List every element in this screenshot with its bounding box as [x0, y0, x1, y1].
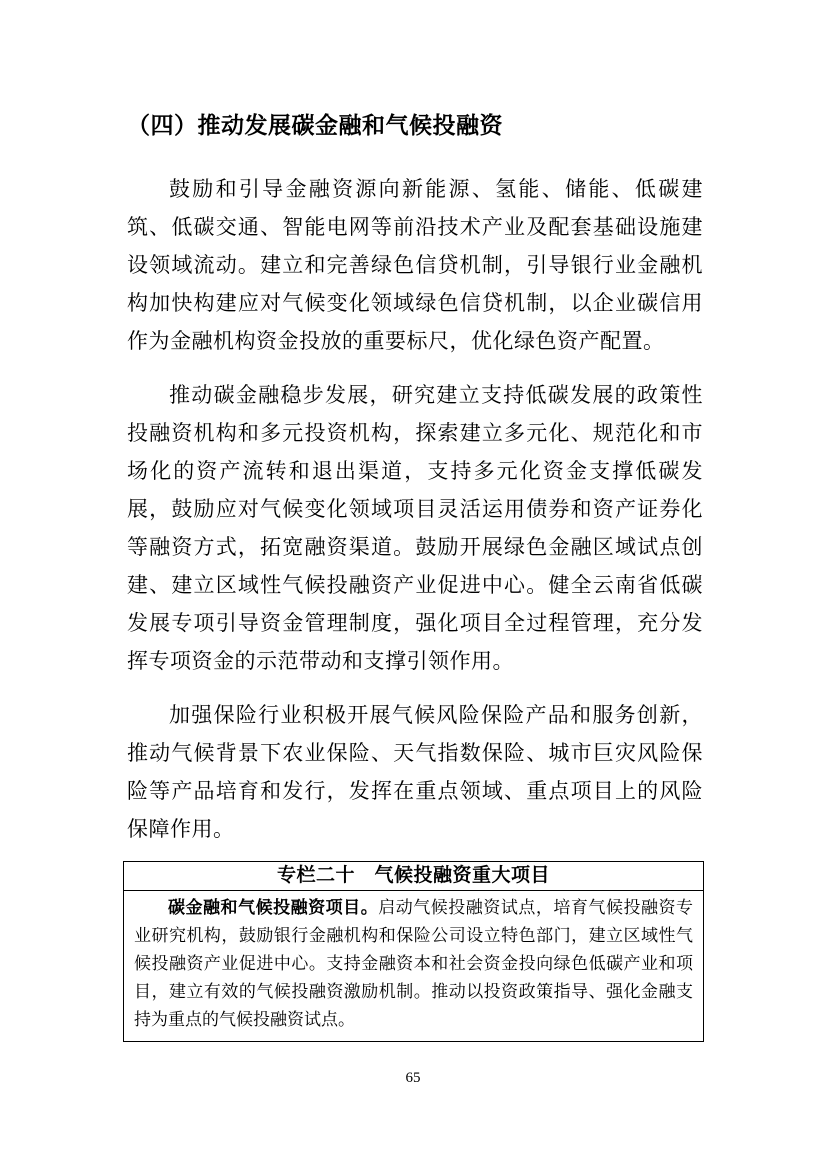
- highlight-box: [123, 861, 704, 1042]
- highlight-box-title: 专栏二十 气候投融资重大项目: [124, 862, 703, 891]
- highlight-box-body: [124, 891, 703, 1041]
- document-content: [127, 110, 703, 1042]
- page-number: 65: [405, 1070, 421, 1086]
- highlight-box-text: 启动气候投融资试点，培育气候投融资专业研究机构，鼓励银行金融机构和保险公司设立特色部门，建立区域性气候投融资产业促进中心。支持金融资本和社会资金投向绿色低碳产业和项目，建立有效的气候投融资激励机制。推动以投资政策指导、强化金融支持为重点的气候投融资试点。: [134, 898, 694, 1029]
- paragraph-carbon-finance-development: 推动碳金融稳步发展，研究建立支持低碳发展的政策性投融资机构和多元投资机构，探索建立多元化、规范化和市场化的资产流转和退出渠道，支持多元化资金支撑低碳发展，鼓励应对气候变化领域项目灵活运用债券和资产证券化等融资方式，拓宽融资渠道。鼓励开展绿色金融区域试点创建、建立区域性气候投融资产业促进中心。健全云南省低碳发展专项引导资金管理制度，强化项目全过程管理，充分发挥专项资金的示范带动和支撑引领作用。: [127, 383, 703, 673]
- paragraph-finance-guidance: 鼓励和引导金融资源向新能源、氢能、储能、低碳建筑、低碳交通、智能电网等前沿技术产业及配套基础设施建设领域流动。建立和完善绿色信贷机制，引导银行业金融机构加快构建应对气候变化领域绿色信贷机制，以企业碳信用作为金融机构资金投放的重要标尺，优化绿色资产配置。: [127, 177, 703, 353]
- highlight-box-lead: 碳金融和气候投融资项目。: [168, 898, 379, 917]
- section-heading: （四）推动发展碳金融和气候投融资: [127, 113, 503, 138]
- paragraph-insurance-innovation: 加强保险行业积极开展气候风险保险产品和服务创新，推动气候背景下农业保险、天气指数保险、城市巨灾风险保险等产品培育和发行，发挥在重点领域、重点项目上的风险保障作用。: [127, 703, 703, 841]
